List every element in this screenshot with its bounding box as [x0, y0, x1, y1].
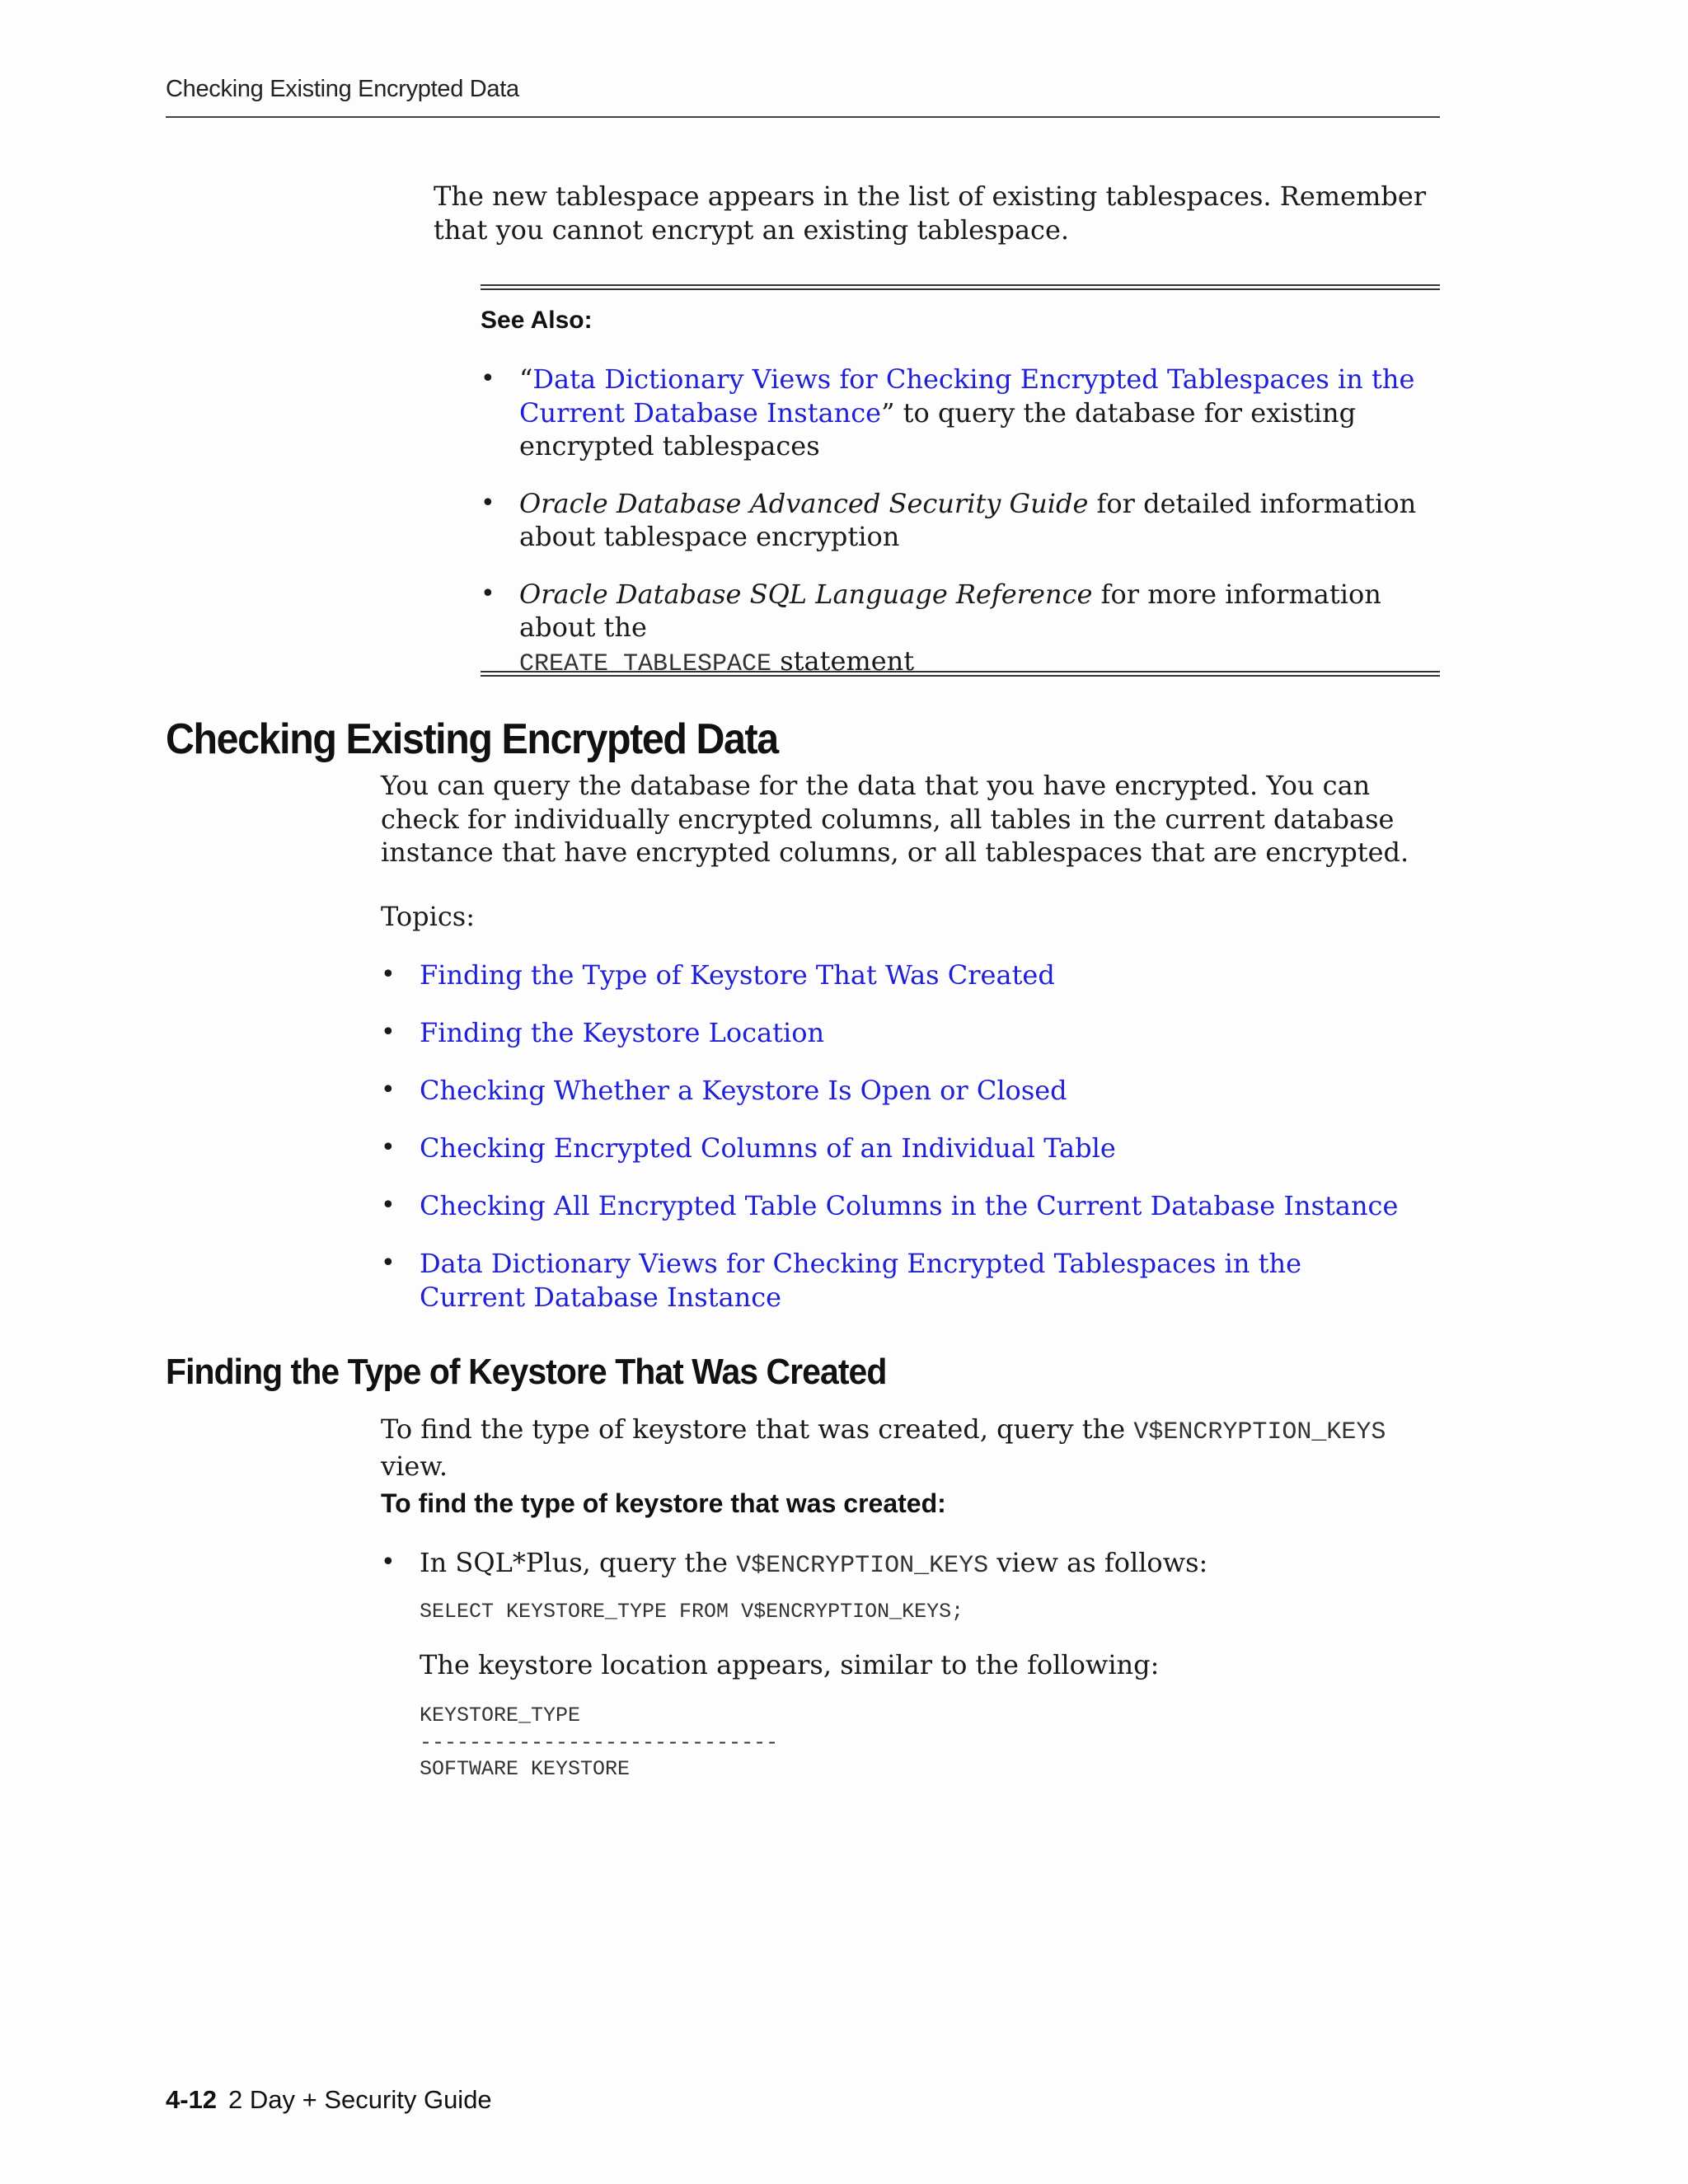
see-also-link-data-dictionary[interactable]: Data Dictionary Views for Checking Encrypted Tablespaces in the Current Database Instance [519, 363, 1415, 429]
open-quote: “ [519, 363, 533, 395]
code-term: V$ENCRYPTION_KEYS [1133, 1418, 1386, 1446]
see-also-bottom-rule [481, 671, 1440, 677]
paragraph-text: To find the type of keystore that was created, query the [381, 1413, 1134, 1445]
see-also-item-text: for more information about the [519, 578, 1381, 643]
topic-link-all-columns[interactable]: Checking All Encrypted Table Columns in the Current Database Instance [420, 1190, 1399, 1221]
code-term: V$ENCRYPTION_KEYS [736, 1552, 989, 1580]
paragraph-text: view. [381, 1450, 448, 1482]
code-example-output: KEYSTORE_TYPE ----------------------------- SOFTWARE KEYSTORE [420, 1704, 779, 1781]
see-also-item-text: to query the database for existing encrypted tablespaces [519, 396, 1357, 462]
bullet-icon: • [381, 1548, 396, 1577]
section-paragraph: You can query the database for the data that you have encrypted. You can check for individually encrypted columns, all tables in the current database instance that have encrypted columns, or all tablespaces that are encrypted. [381, 770, 1409, 868]
see-also-list [481, 363, 1440, 705]
topics-label: Topics: [381, 901, 475, 932]
step-text-part: In SQL*Plus, query the [420, 1547, 737, 1578]
topic-link-data-dictionary-views[interactable]: Data Dictionary Views for Checking Encrypted Tablespaces in the Current Database Instance [420, 1248, 1302, 1313]
see-also-item-text: statement [771, 644, 915, 677]
see-also-item [481, 363, 1440, 463]
bullet-icon: • [481, 364, 495, 393]
subsection-heading: Finding the Type of Keystore That Was Created [166, 1352, 887, 1392]
running-header: Checking Existing Encrypted Data [166, 76, 519, 102]
topic-item [381, 1132, 1452, 1189]
see-also-item-text: for detailed information about tablespace encryption [519, 487, 1417, 552]
topic-link-individual-table[interactable]: Checking Encrypted Columns of an Individual Table [420, 1132, 1116, 1164]
topic-item [381, 1247, 1351, 1314]
topics-list [381, 958, 1452, 1314]
see-also-box [481, 284, 1440, 677]
see-also-heading: See Also: [481, 307, 593, 334]
result-intro: The keystore location appears, similar to the following: [420, 1649, 1160, 1680]
topic-item [381, 958, 1452, 1016]
see-also-item [481, 487, 1440, 554]
bullet-icon: • [381, 1133, 396, 1162]
book-title: Oracle Database SQL Language Reference [519, 578, 1093, 610]
bullet-icon: • [381, 1018, 396, 1047]
step-text-part: view as follows: [988, 1547, 1208, 1578]
footer-book-title: 2 Day + Security Guide [228, 2085, 492, 2114]
section-heading: Checking Existing Encrypted Data [166, 715, 778, 763]
page-footer [166, 2085, 492, 2115]
topic-item [381, 1189, 1452, 1247]
topic-link-keystore-location[interactable]: Finding the Keystore Location [420, 1017, 825, 1048]
bullet-icon: • [381, 1076, 396, 1104]
subsection-paragraph [381, 1413, 1452, 1483]
procedure-heading: To find the type of keystore that was created: [381, 1488, 946, 1518]
step-text [420, 1546, 1207, 1583]
bullet-icon: • [381, 1191, 396, 1220]
header-rule [166, 116, 1440, 118]
bullet-icon: • [381, 1249, 396, 1277]
book-title: Oracle Database Advanced Security Guide [519, 487, 1089, 519]
topic-link-keystore-open-closed[interactable]: Checking Whether a Keystore Is Open or Closed [420, 1075, 1067, 1106]
close-quote: ” [881, 396, 895, 429]
footer-page-number: 4-12 [166, 2085, 218, 2114]
code-term: CREATE TABLESPACE [519, 649, 772, 678]
topic-item [381, 1016, 1452, 1074]
bullet-icon: • [481, 488, 495, 518]
bullet-icon: • [481, 579, 495, 608]
topic-item [381, 1074, 1452, 1132]
see-also-top-rule [481, 284, 1440, 290]
bullet-icon: • [381, 960, 396, 989]
intro-paragraph: The new tablespace appears in the list of existing tablespaces. Remember that you cannot encrypt an existing tablespace. [434, 180, 1427, 246]
code-example-query: SELECT KEYSTORE_TYPE FROM V$ENCRYPTION_KEYS; [420, 1600, 964, 1624]
see-also-item [481, 578, 1440, 682]
topic-link-keystore-type[interactable]: Finding the Type of Keystore That Was Created [420, 959, 1055, 991]
